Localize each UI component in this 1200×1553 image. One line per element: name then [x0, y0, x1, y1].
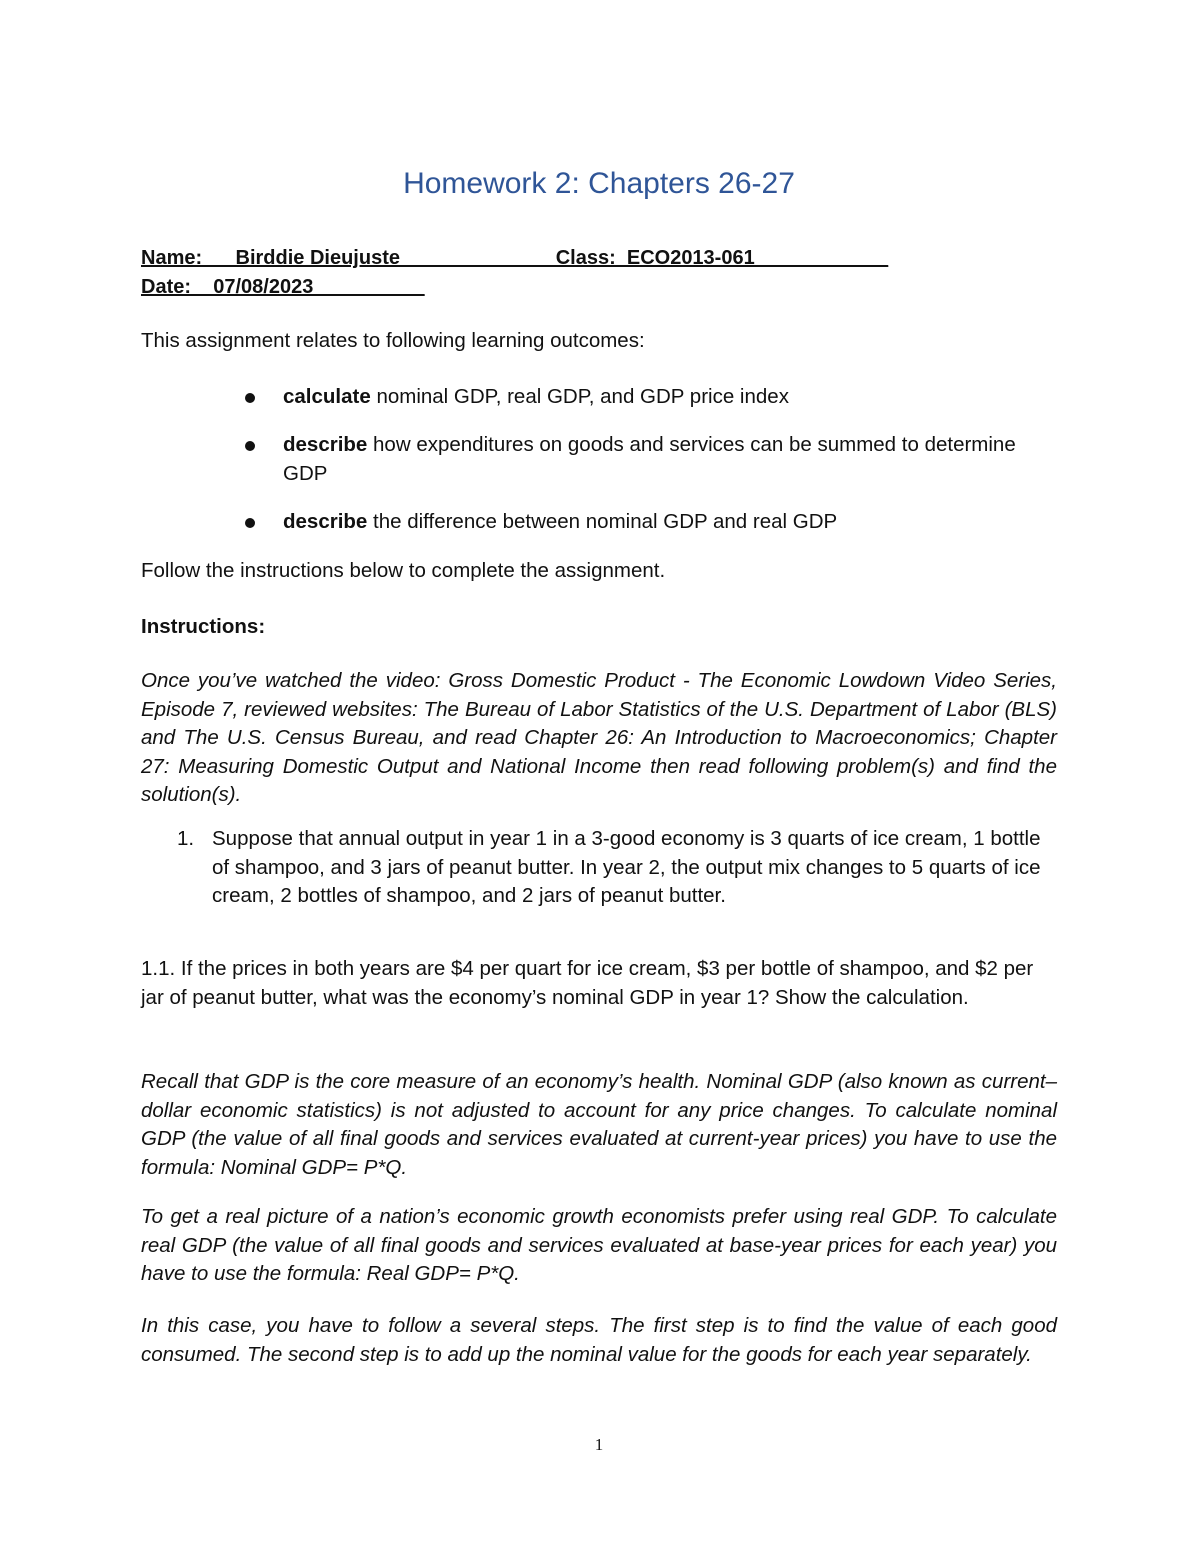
- outcome-item: [141, 508, 1057, 537]
- student-info: [141, 244, 1057, 302]
- document-title: Homework 2: Chapters 26-27: [403, 167, 795, 200]
- instructions-paragraph: Once you’ve watched the video: Gross Domestic Product - The Economic Lowdown Video Series, Episode 7, reviewed websites: The Bureau of Labor Statistics of the U.S. Department of Labor (BLS) and The U.S. Census Bureau, and read Chapter 26: An Introduction to Macroeconomics; Chapter 27: Measuring Domestic Output and National Income then read following problem(s) and find the solution(s).: [141, 669, 1057, 806]
- outcome-text: how expenditures on goods and services can be summed to determine GDP: [283, 433, 1016, 485]
- outcome-text: the difference between nominal GDP and real GDP: [367, 509, 838, 533]
- page-number: 1: [594, 1435, 604, 1454]
- outcome-verb: calculate: [283, 385, 371, 408]
- problem-text: Suppose that annual output in year 1 in a 3-good economy is 3 quarts of ice cream, 1 bottle of shampoo, and 3 jars of peanut butter. In year 2, the output mix changes to 5 quarts of ice cream, 2 bottles of shampoo, and 2 jars of peanut butter.: [212, 827, 1041, 907]
- outcome-verb: describe: [283, 509, 368, 533]
- name-class-line: Name:___Birddie Dieujuste______________Class:_ECO2013-061____________: [141, 247, 889, 269]
- problem-number: 1.: [177, 827, 195, 850]
- date-line: Date:__07/08/2023__________: [141, 276, 425, 298]
- problem-1: [141, 825, 1057, 911]
- outcome-item: [141, 431, 1057, 488]
- outcome-text: nominal GDP, real GDP, and GDP price index: [370, 385, 789, 408]
- outcome-verb: describe: [283, 433, 368, 456]
- steps-paragraph: In this case, you have to follow a several steps. The first step is to find the value of each good consumed. The second step is to add up the nominal value for the goods for each year separately.: [141, 1314, 1057, 1366]
- instructions-heading: Instructions:: [141, 615, 266, 638]
- bullet-icon: [245, 393, 255, 403]
- bullet-icon: [245, 441, 255, 451]
- follow-instructions-text: Follow the instructions below to complete the assignment.: [141, 559, 666, 582]
- recall-paragraph: Recall that GDP is the core measure of an economy’s health. Nominal GDP (also known as current–dollar economic statistics) is not adjusted to account for any price changes. To calculate nominal GDP (the value of all final goods and services evaluated at current-year prices) you have to use the formula: Nominal GDP= P*Q.: [141, 1070, 1057, 1179]
- question-1-1: 1.1. If the prices in both years are $4 per quart for ice cream, $3 per bottle of shampoo, and $2 per jar of peanut butter, what was the economy’s nominal GDP in year 1? Show the calculation.: [141, 957, 1034, 1009]
- outcome-item: [141, 383, 1057, 412]
- intro-text: This assignment relates to following learning outcomes:: [141, 329, 645, 352]
- document-page: [141, 0, 1057, 1553]
- learning-outcomes-list: [141, 383, 1057, 556]
- real-gdp-paragraph: To get a real picture of a nation’s economic growth economists prefer using real GDP. To calculate real GDP (the value of all final goods and services evaluated at base-year prices for each year) you have to use the formula: Real GDP= P*Q.: [141, 1205, 1057, 1285]
- bullet-icon: [245, 518, 255, 528]
